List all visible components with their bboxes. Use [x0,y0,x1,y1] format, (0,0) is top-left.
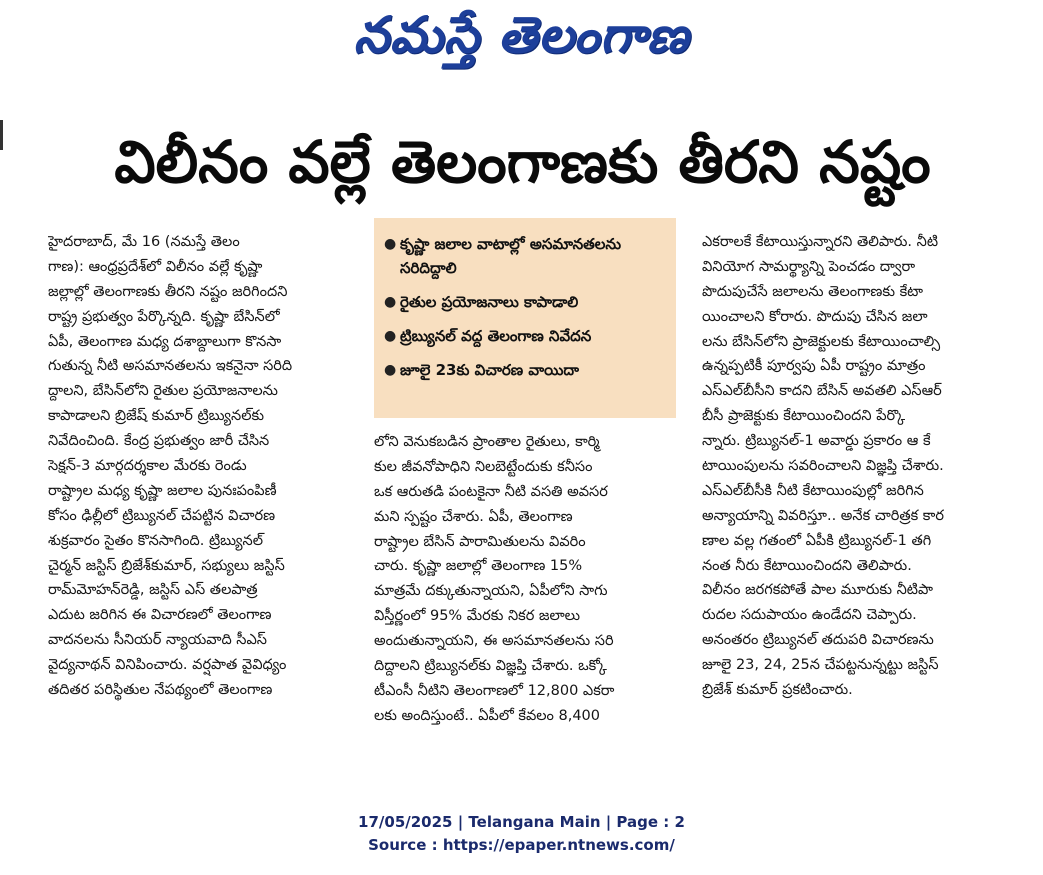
newspaper-logo: నమస్తే తెలంగాణ [353,5,690,64]
article-text-line: ఎదుట జరిగిన ఈ విచారణలో తెలంగాణ [48,607,272,624]
highlight-item [384,324,666,348]
article-text-line: టీఎంసీ నీటిని తెలంగాణలో 12,800 ఎకరా [374,682,615,699]
masthead [0,6,1043,76]
article-text-line: రాష్ట్ర ప్రభుత్వం పేర్కొన్నది. కృష్ణా బేసిన్‌లో [48,308,280,325]
article-text-line: వినియోగ సామర్థ్యాన్ని పెంచడం ద్వారా [702,258,916,275]
article-text-line: ణాల వల్ల గతంలో ఏపీకి ట్రిబ్యునల్-1 తగి [702,532,932,549]
article-text-line: కుల జీవనోపాధిని నిలబెట్టేందుకు కనీసం [374,458,593,475]
highlight-item [384,232,666,280]
article-text-line: చారు. కృష్ణా జలాల్లో తెలంగాణ 15% [374,558,583,575]
bullet-icon: ● [384,362,397,378]
article-column-left [48,230,364,703]
article-text-line: ఎస్‌ఎల్‌బీసీని కాదని బేసిన్ అవతలి ఎస్‌ఆర్ [702,383,942,400]
source-link[interactable]: Source : https://epaper.ntnews.com/ [368,836,675,854]
article-text-line: బీసీ ప్రాజెక్టుకు కేటాయించిందని పేర్కొ [702,408,906,425]
article-text-line: రాష్ట్రాల బేసిన్ పారామితులను వివరిం [374,533,586,550]
article-text-line: రుదల సదుపాయం ఉండేదని చెప్పారు. [702,607,917,624]
article-text-line: రాష్ట్రాల మధ్య కృష్ణా జలాల పునఃపంపిణీ [48,482,277,499]
article-text-line: అన్యాయాన్ని వివరిస్తూ.. అనేక చారిత్రక కార [702,507,944,524]
article-text-line: ఎకరాలకే కేటాయిస్తున్నారని తెలిపారు. నీటి [702,234,939,250]
article-text-line: అందుతున్నాయని, ఈ అసమానతలను సరి [374,633,614,650]
highlight-item [384,290,666,314]
article-text-line: లకు అందిస్తుంటే.. ఏపీలో కేవలం 8,400 [374,707,601,724]
article-text-line: లోని వెనుకబడిన ప్రాంతాల రైతులు, కార్మి [374,434,600,450]
article-text-line: ఉన్నప్పటికీ పూర్వపు ఏపీ రాష్ట్రం మాత్రం [702,358,926,375]
article-text-line: జల్లాల్లో తెలంగాణకు తీరని నష్టం జరిగిందని [48,283,288,300]
article-text-line: గాణ): ఆంధ్రప్రదేశ్‌లో విలీనం వల్లే కృష్ణా [48,258,263,275]
highlight-text: కృష్ణా జలాల వాటాల్లో అసమానతలను సరిదిద్దాలి [400,235,622,277]
article-text-line: యించాలని కోరారు. పొదుపు చేసిన జలా [702,308,928,325]
article-text-line: న్నారు. ట్రిబ్యునల్-1 అవార్డు ప్రకారం ఆ కే [702,433,931,450]
highlight-text: ట్రిబ్యునల్ వద్ద తెలంగాణ నివేదన [400,327,592,345]
article-text-line: నివేదించింది. కేంద్ర ప్రభుత్వం జారీ చేసిన [48,433,270,450]
bullet-icon: ● [384,328,397,344]
article-text-line: వాదనలను సీనియర్ న్యాయవాది సీఎస్ [48,632,267,649]
article-text-line: విస్తీర్ణంలో 95% మేరకు నికర జలాలు [374,608,580,625]
article-column-right [702,230,1004,703]
article-text-line: దిద్దాలని ట్రిబ్యునల్‌కు విజ్ఞప్తి చేశారు. ఒక్కో [374,658,607,675]
article-text-line: పొదుపుచేసే జలాలను తెలంగాణకు కేటా [702,283,924,300]
article-text-line: చైర్మన్ జస్టిస్ బ్రిజేశ్‌కుమార్, సభ్యులు జస్టిస్ [48,557,285,574]
article-text-line: ఏపీ, తెలంగాణ మధ్య దశాబ్దాలుగా కొనసా [48,333,282,350]
bullet-icon: ● [384,236,397,252]
clipping-edge-mark [0,120,3,150]
article-text-line: లను బేసిన్‌లోని ప్రాజెక్టులకు కేటాయించాల్సి [702,333,941,350]
article-text-line: నంత నీరు కేటాయించిందని తెలిపారు. [702,557,912,574]
article-text-line: తదితర పరిస్థితుల నేపథ్యంలో తెలంగాణ [48,682,273,699]
article-text-line: ద్దాలని, బేసిన్‌లోని రైతుల ప్రయోజనాలను [48,383,278,400]
article-text-line: హైదరాబాద్, మే 16 (నమస్తే తెలం [48,234,240,250]
article-text-line: సెక్షన్-3 మార్గదర్శకాల మేరకు రెండు [48,458,247,475]
bullet-icon: ● [384,294,397,310]
article-text-line: జూలై 23, 24, 25న చేపట్టనున్నట్టు జస్టిస్ [702,657,939,674]
article-text-line: కోసం ఢిల్లీలో ట్రిబ్యునల్ చేపట్టిన విచారణ [48,507,276,524]
article-text-line: మని స్పష్టం చేశారు. ఏపీ, తెలంగాణ [374,508,573,525]
article-column-middle [374,430,676,729]
article-text-line: రామ్‌మోహన్‌రెడ్డి, జస్టిస్ ఎస్ తలపాత్ర [48,582,258,599]
article-text-line: ఒక ఆరుతడి పంటకైనా నీటి వసతి అవసర [374,483,608,500]
article-text-line: శుక్రవారం సైతం కొనసాగింది. ట్రిబ్యునల్ [48,532,263,549]
article-text-line: విలీనం జరగకపోతే పాల మూరుకు నీటిపా [702,582,933,599]
article-text-line: అనంతరం ట్రిబ్యునల్ తదుపరి విచారణను [702,632,934,649]
highlights-box [374,218,676,418]
highlight-text: రైతుల ప్రయోజనాలు కాపాడాలి [400,293,579,311]
edition-info: 17/05/2025 | Telangana Main | Page : 2 [358,813,685,831]
article-text-line: ఎస్‌ఎల్‌బీసీకి నీటి కేటాయింపుల్లో జరిగిన [702,482,924,499]
highlight-text: జూలై 23కు విచారణ వాయిదా [400,361,580,379]
article-text-line: మాత్రమే దక్కుతున్నాయని, ఏపీలోని సాగు [374,583,608,600]
article-text-line: వైద్యనాథన్ వినిపించారు. వర్షపాత వైవిధ్యం [48,657,287,674]
article-text-line: కాపాడాలని బ్రిజేష్ కుమార్ ట్రిబ్యునల్‌కు [48,408,265,425]
article-headline: విలీనం వల్లే తెలంగాణకు తీరని నష్టం [114,127,931,196]
article-text-line: బ్రిజేశ్ కుమార్ ప్రకటించారు. [702,682,853,699]
article-text-line: టాయింపులను సవరించాలని విజ్ఞప్తి చేశారు. [702,458,944,475]
highlight-item [384,358,666,382]
article-text-line: గుతున్న నీటి అసమానతలను ఇకనైనా సరిది [48,358,293,375]
